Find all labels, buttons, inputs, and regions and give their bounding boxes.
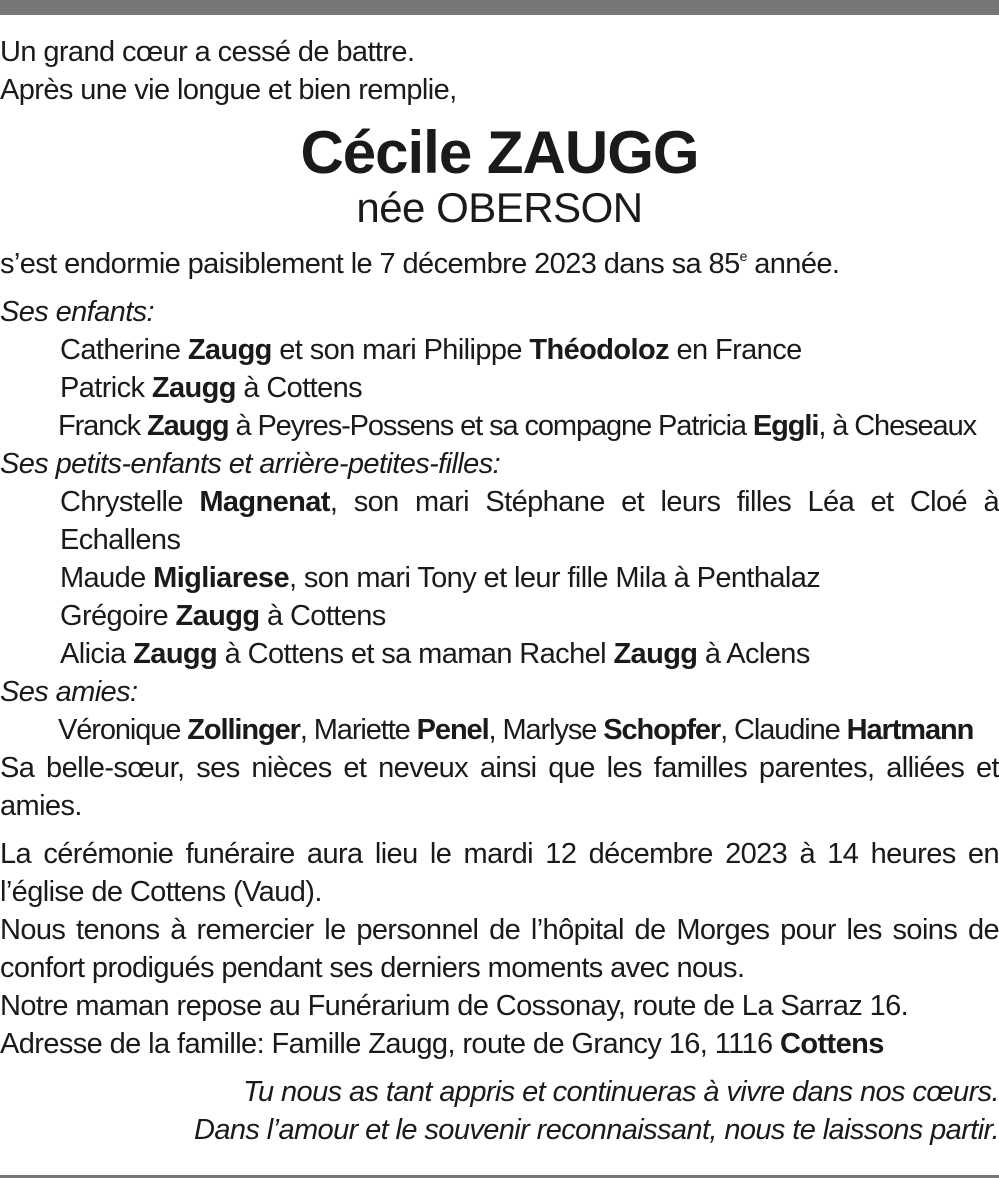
list-item: Chrystelle Magnenat, son mari Stéphane et leurs filles Léa et Cloé à Echallens [60,486,999,556]
list-item: Franck Zaugg à Peyres-Possens et sa compagne Patricia Eggli, à Cheseaux [58,410,976,442]
intro-line-1: Un grand cœur a cessé de battre. [0,36,415,68]
grandchildren-heading: Ses petits-enfants et arrière-petites-filles: [0,448,501,480]
family-note: Sa belle-sœur, ses nièces et neveux ainsi que les familles parentes, alliées et amies. [0,752,999,822]
death-notice: s’est endormie paisiblement le 7 décembre 2023 dans sa 85e année. [0,248,840,280]
resting-place: Notre maman repose au Funérarium de Cossonay, route de La Sarraz 16. [0,990,909,1022]
ceremony-info: La cérémonie funéraire aura lieu le mardi 12 décembre 2023 à 14 heures en l’église de Cottens (Vaud). [0,838,999,908]
deceased-name: Cécile ZAUGG [300,119,699,186]
closing-line-2: Dans l’amour et le souvenir reconnaissant, nous te laissons partir. [194,1114,999,1146]
obituary-body [0,33,999,1149]
top-rule [0,0,999,15]
friends-list: Véronique Zollinger, Mariette Penel, Marlyse Schopfer, Claudine Hartmann [58,714,974,746]
children-heading: Ses enfants: [0,296,155,328]
maiden-name: née OBERSON [356,184,643,231]
list-item: Patrick Zaugg à Cottens [60,372,363,404]
thanks-note: Nous tenons à remercier le personnel de l’hôpital de Morges pour les soins de confort prodigués pendant ses derniers moments avec nous. [0,914,999,984]
family-address: Adresse de la famille: Famille Zaugg, route de Grancy 16, 1116 Cottens [0,1028,884,1060]
list-item: Catherine Zaugg et son mari Philippe Théodoloz en France [60,334,802,366]
list-item: Grégoire Zaugg à Cottens [60,600,386,632]
intro-line-2: Après une vie longue et bien remplie, [0,74,457,106]
friends-heading: Ses amies: [0,676,138,708]
list-item: Maude Migliarese, son mari Tony et leur fille Mila à Penthalaz [60,562,821,594]
closing-line-1: Tu nous as tant appris et continueras à vivre dans nos cœurs. [243,1076,999,1108]
bottom-rule [0,1175,999,1178]
list-item: Alicia Zaugg à Cottens et sa maman Rachel Zaugg à Aclens [60,638,810,670]
